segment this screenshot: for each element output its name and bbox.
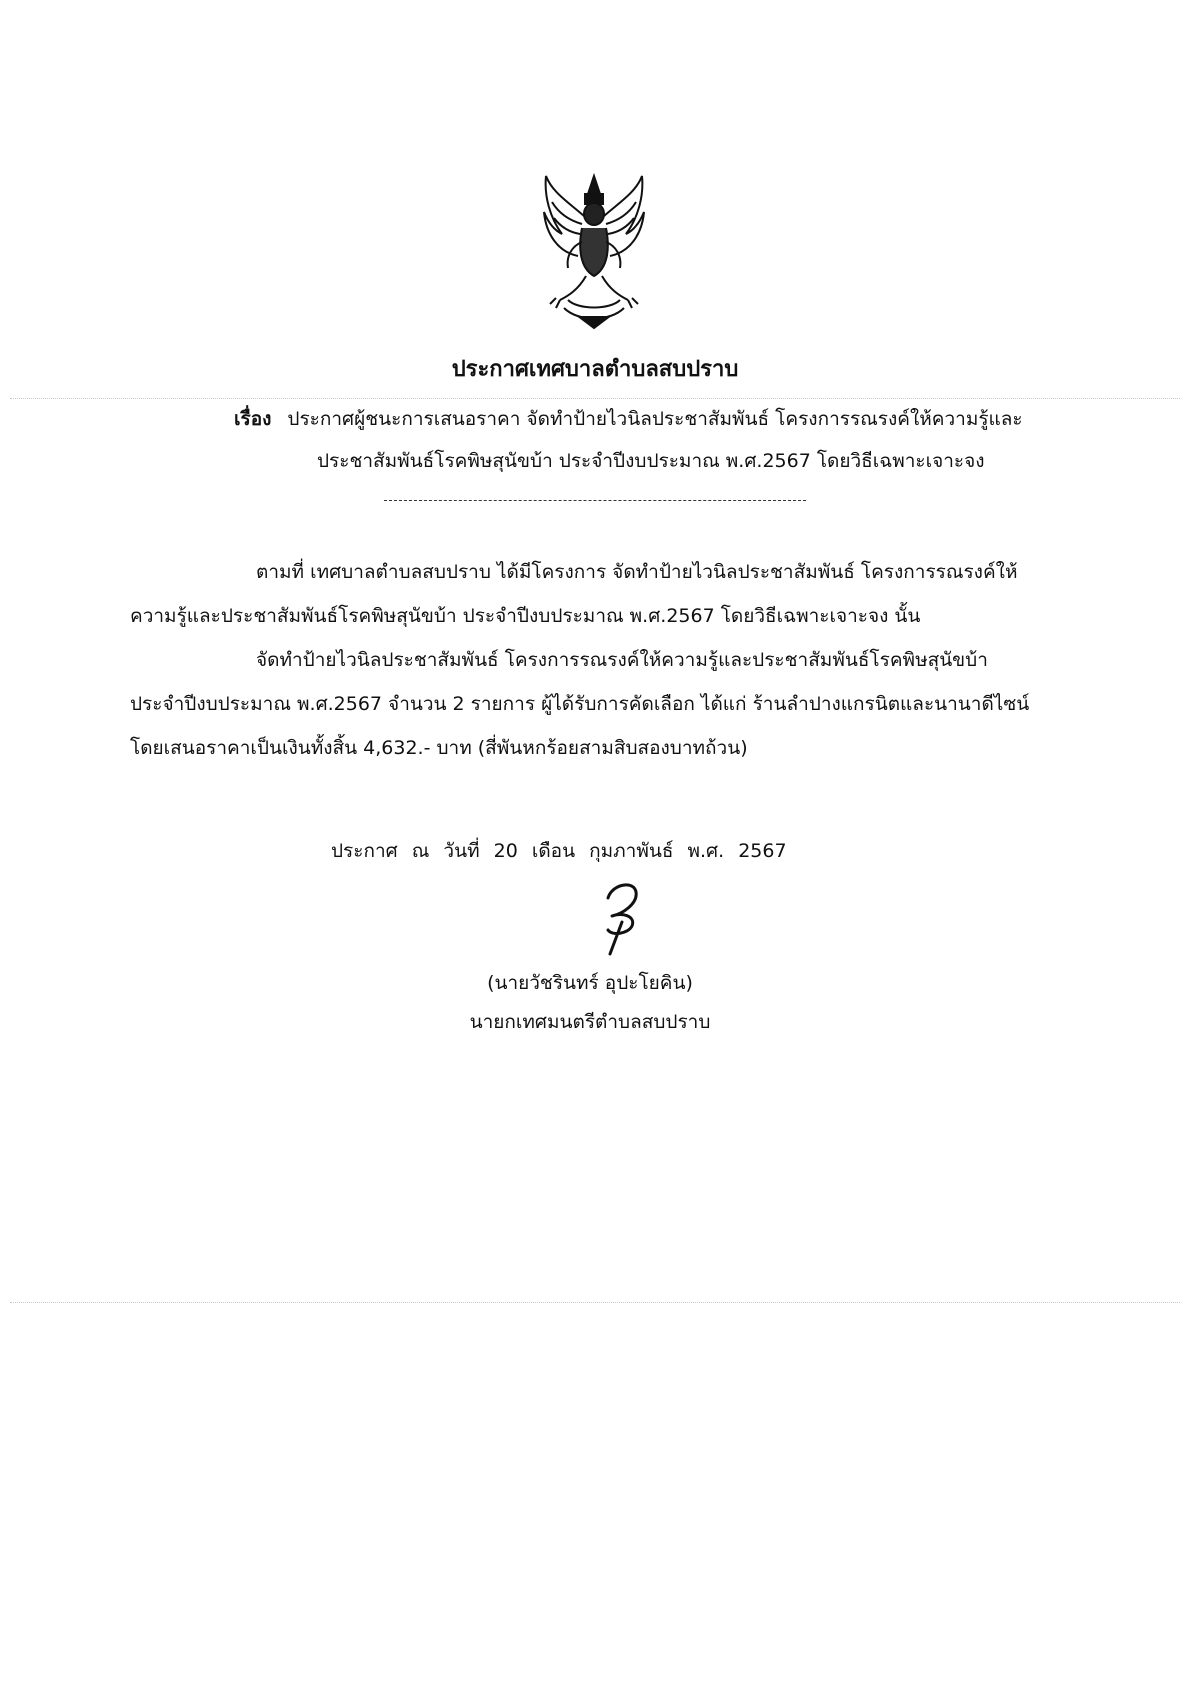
- signer-name: (นายวัชรินทร์ อุปะโยคิน): [487, 972, 693, 994]
- subject-line-2: ประชาสัมพันธ์โรคพิษสุนัขบ้า ประจำปีงบประมาณ พ.ศ.2567 โดยวิธีเฉพาะเจาะจง: [317, 450, 985, 472]
- scan-artifact-line: [10, 1302, 1180, 1303]
- subject-line-1: [234, 404, 1023, 434]
- signer-title: นายกเทศมนตรีตำบลสบปราบ: [469, 1011, 711, 1033]
- body-paragraph-line: โดยเสนอราคาเป็นเงินทั้งสิ้น 4,632.- บาท (สี่พันหกร้อยสามสิบสองบาทถ้วน): [130, 737, 748, 759]
- signature-icon: [578, 876, 658, 956]
- body-paragraph-line: ความรู้และประชาสัมพันธ์โรคพิษสุนัขบ้า ประจำปีงบประมาณ พ.ศ.2567 โดยวิธีเฉพาะเจาะจง นั้น: [130, 605, 921, 627]
- divider-rule: [384, 500, 806, 501]
- body-paragraph-line: ตามที่ เทศบาลตำบลสบปราบ ได้มีโครงการ จัดทำป้ายไวนิลประชาสัมพันธ์ โครงการรณรงค์ให้: [256, 561, 1018, 583]
- announcement-date: ประกาศ ณ วันที่ 20 เดือน กุมภาพันธ์ พ.ศ. 2567: [331, 840, 787, 862]
- subject-text-1: ประกาศผู้ชนะการเสนอราคา จัดทำป้ายไวนิลประชาสัมพันธ์ โครงการรณรงค์ให้ความรู้และ: [287, 408, 1023, 430]
- body-paragraph-line: จัดทำป้ายไวนิลประชาสัมพันธ์ โครงการรณรงค์ให้ความรู้และประชาสัมพันธ์โรคพิษสุนัขบ้า: [256, 649, 988, 671]
- scan-artifact-line: [10, 398, 1180, 399]
- body-paragraph-line: ประจำปีงบประมาณ พ.ศ.2567 จำนวน 2 รายการ ผู้ได้รับการคัดเลือก ได้แก่ ร้านลำปางแกรนิตและนานาดีไซน์: [130, 693, 1030, 715]
- page-title: ประกาศเทศบาลตำบลสบปราบ: [451, 357, 739, 382]
- subject-label: เรื่อง: [234, 408, 272, 430]
- garuda-emblem-icon: [538, 172, 650, 332]
